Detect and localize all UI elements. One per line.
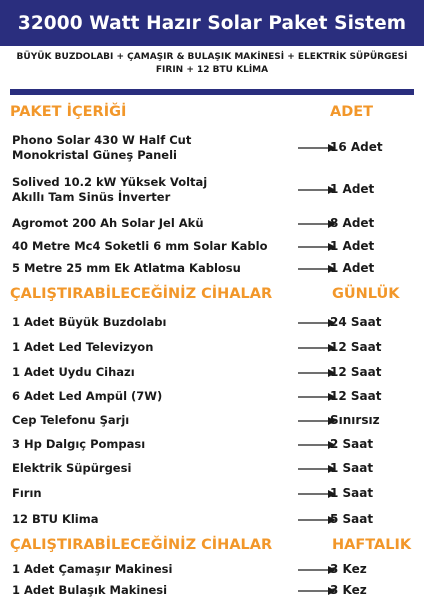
package-item-name: Agromot 200 Ah Solar Jel Akü bbox=[12, 216, 204, 230]
package-item-name: 40 Metre Mc4 Soketli 6 mm Solar Kablo bbox=[12, 239, 268, 253]
page-title-text: 32000 Watt Hazır Solar Paket Sistem bbox=[17, 12, 407, 34]
daily-heading-right: GÜNLÜK bbox=[332, 286, 400, 302]
package-heading bbox=[10, 104, 414, 124]
daily-item-name: Elektrik Süpürgesi bbox=[12, 461, 132, 475]
divider-bar bbox=[10, 89, 414, 95]
daily-heading bbox=[10, 286, 414, 306]
daily-item-name: 12 BTU Klima bbox=[12, 512, 99, 526]
daily-item-value: 5 Saat bbox=[330, 512, 374, 526]
weekly-heading-left: ÇALIŞTIRABİLECEĞİNİZ CİHALAR bbox=[10, 537, 273, 553]
package-item-value: 16 Adet bbox=[330, 140, 383, 154]
package-heading-right: ADET bbox=[330, 104, 374, 120]
daily-item-value: 24 Saat bbox=[330, 315, 382, 329]
daily-item-value: 1 Saat bbox=[330, 461, 374, 475]
daily-item-value: 12 Saat bbox=[330, 340, 382, 354]
package-heading-left: PAKET İÇERİĞİ bbox=[10, 104, 127, 120]
daily-item-value: 12 Saat bbox=[330, 389, 382, 403]
daily-item-name: 6 Adet Led Ampül (7W) bbox=[12, 389, 163, 403]
package-item-name-line-2: Akıllı Tam Sinüs İnverter bbox=[12, 190, 171, 204]
package-item-value: 1 Adet bbox=[330, 261, 375, 275]
package-item-value: 1 Adet bbox=[330, 182, 375, 196]
page-title bbox=[0, 0, 424, 46]
weekly-item-value: 3 Kez bbox=[330, 562, 367, 576]
package-item-name: 5 Metre 25 mm Ek Atlatma Kablosu bbox=[12, 261, 241, 275]
daily-item-value: Sınırsız bbox=[330, 413, 380, 427]
daily-item-name: 3 Hp Dalgıç Pompası bbox=[12, 437, 146, 451]
daily-item-name: 1 Adet Led Televizyon bbox=[12, 340, 154, 354]
package-item-name-line-1: Solived 10.2 kW Yüksek Voltaj bbox=[12, 175, 208, 189]
subtitle bbox=[0, 51, 424, 77]
daily-item-name: Cep Telefonu Şarjı bbox=[12, 413, 130, 427]
weekly-item-name: 1 Adet Bulaşık Makinesi bbox=[12, 583, 168, 597]
package-item-value: 1 Adet bbox=[330, 239, 375, 253]
weekly-item-name: 1 Adet Çamaşır Makinesi bbox=[12, 562, 173, 576]
daily-item-value: 12 Saat bbox=[330, 365, 382, 379]
daily-item-name: 1 Adet Büyük Buzdolabı bbox=[12, 315, 167, 329]
package-item-name-line-2: Monokristal Güneş Paneli bbox=[12, 148, 177, 162]
daily-item-value: 2 Saat bbox=[330, 437, 374, 451]
subtitle-line-2: FIRIN + 12 BTU KLİMA bbox=[155, 65, 269, 75]
weekly-heading-right: HAFTALIK bbox=[332, 537, 412, 553]
daily-item-name: 1 Adet Uydu Cihazı bbox=[12, 365, 135, 379]
subtitle-line-1: BÜYÜK BUZDOLABI + ÇAMAŞIR & BULAŞIK MAKİNESİ + ELEKTRİK SÜPÜRGESİ bbox=[16, 52, 408, 62]
daily-item-value: 1 Saat bbox=[330, 486, 374, 500]
daily-item-name: Fırın bbox=[12, 486, 42, 500]
package-item-value: 8 Adet bbox=[330, 216, 375, 230]
package-item-name-line-1: Phono Solar 430 W Half Cut bbox=[12, 133, 192, 147]
weekly-item-value: 3 Kez bbox=[330, 583, 367, 597]
daily-heading-left: ÇALIŞTIRABİLECEĞİNİZ CİHALAR bbox=[10, 286, 273, 302]
weekly-heading bbox=[10, 537, 414, 557]
